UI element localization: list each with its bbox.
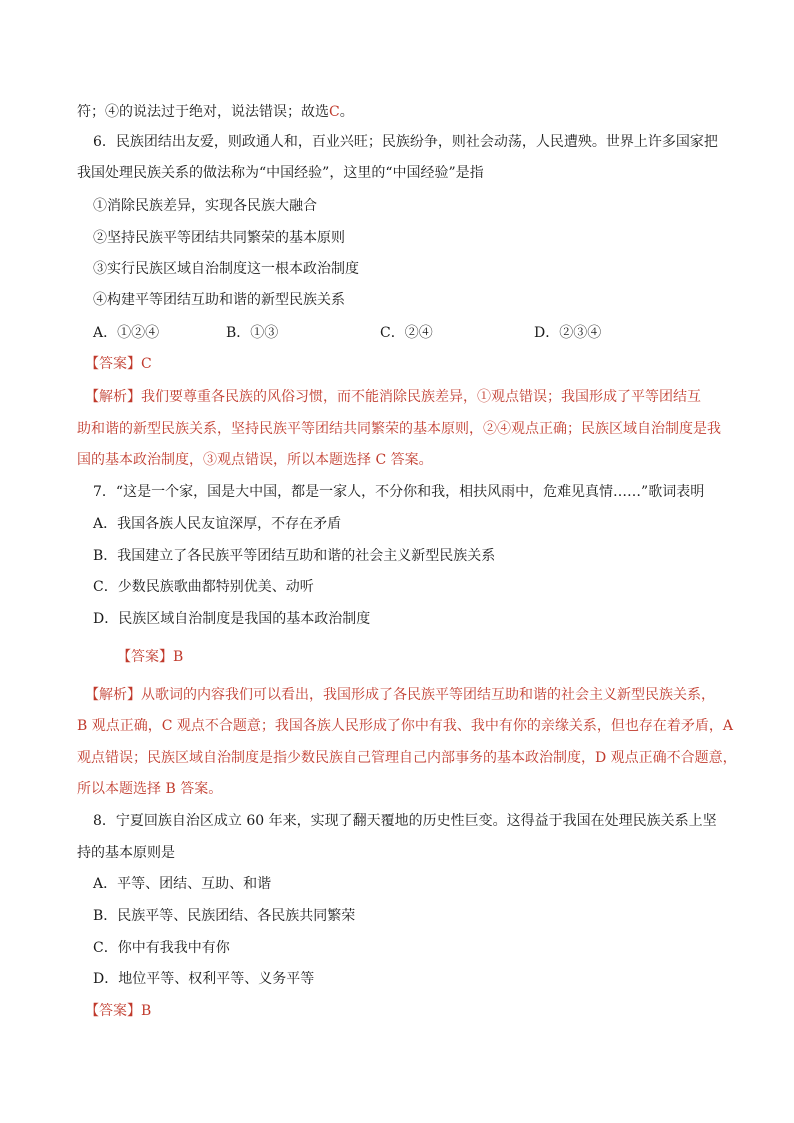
q6-item-4: ④构建平等团结互助和谐的新型民族关系	[93, 292, 345, 308]
q6-answer-value: C	[141, 356, 152, 372]
q8-answer-label: 【答案】	[85, 1003, 141, 1019]
q7-stem: 7．“这是一个家，国是大中国，都是一家人，不分你和我，相扶风雨中，危难见真情……”歌词表明	[93, 484, 705, 500]
q6-item-1: ①消除民族差异，实现各民族大融合	[93, 198, 317, 214]
q7-analysis-text-1: 从歌词的内容我们可以看出，我国形成了各民族平等团结互助和谐的社会主义新型民族关系，	[141, 687, 715, 703]
q6-answer-label: 【答案】	[85, 356, 141, 372]
q7-analysis-line-4: 所以本题选择 B 答案。	[77, 781, 223, 797]
tail-end: 。	[339, 104, 354, 120]
q8-option-d: D．地位平等、权利平等、义务平等	[93, 971, 315, 987]
q6-analysis-line-2: 助和谐的新型民族关系，坚持民族平等团结共同繁荣的基本原则，②④观点正确；民族区域自治制度是我	[77, 421, 721, 437]
q7-option-d: D．民族区域自治制度是我国的基本政治制度	[93, 611, 371, 627]
q8-stem-line-2: 持的基本原则是	[77, 845, 175, 861]
q7-answer-label: 【答案】	[117, 649, 173, 665]
q6-option-a: A．①②④	[93, 325, 160, 341]
previous-question-tail	[77, 102, 354, 122]
q8-option-c: C．你中有我我中有你	[93, 940, 230, 956]
tail-answer-letter: C	[329, 104, 340, 120]
q7-option-c: C．少数民族歌曲都特别优美、动听	[93, 579, 314, 595]
q6-option-b: B．①③	[226, 325, 279, 341]
q8-answer-value: B	[141, 1003, 152, 1019]
q7-option-b: B．我国建立了各民族平等团结互助和谐的社会主义新型民族关系	[93, 548, 496, 564]
q7-analysis-line-3: 观点错误；民族区域自治制度是指少数民族自己管理自己内部事务的基本政治制度，D 观点正确不合题意，	[77, 750, 737, 766]
q7-option-a: A．我国各族人民友谊深厚，不存在矛盾	[93, 516, 342, 532]
q6-stem-line-1: 6．民族团结出友爱，则政通人和，百业兴旺；民族纷争，则社会动荡，人民遭殃。世界上许多国家把	[93, 134, 718, 150]
q6-analysis-line-3: 国的基本政治制度，③观点错误，所以本题选择 C 答案。	[77, 452, 433, 468]
q6-options	[93, 323, 713, 343]
q8-stem-line-1: 8．宁夏回族自治区成立 60 年来，实现了翻天覆地的历史性巨变。这得益于我国在处理民族关系上坚	[93, 813, 717, 829]
q6-analysis-line-1	[85, 387, 701, 407]
q7-analysis-label: 【解析】	[85, 687, 141, 703]
tail-text: 符；④的说法过于绝对，说法错误；故选	[77, 104, 329, 120]
q6-option-d: D．②③④	[534, 325, 602, 341]
q6-answer	[85, 354, 152, 374]
q7-answer	[117, 647, 183, 667]
q8-option-a: A．平等、团结、互助、和谐	[93, 876, 272, 892]
q6-item-3: ③实行民族区域自治制度这一根本政治制度	[93, 261, 359, 277]
q6-stem-line-2: 我国处理民族关系的做法称为“中国经验”，这里的“中国经验”是指	[77, 165, 484, 181]
q6-analysis-text-1: 我们要尊重各民族的风俗习惯，而不能消除民族差异，①观点错误；我国形成了平等团结互	[141, 389, 701, 405]
q6-item-2: ②坚持民族平等团结共同繁荣的基本原则	[93, 230, 345, 246]
q7-analysis-line-1	[85, 685, 715, 705]
q8-option-b: B．民族平等、民族团结、各民族共同繁荣	[93, 908, 356, 924]
q6-option-c: C．②④	[380, 325, 433, 341]
q7-analysis-line-2: B 观点正确，C 观点不合题意；我国各族人民形成了你中有我、我中有你的亲缘关系，但也存在着矛盾，A	[77, 718, 734, 734]
q8-answer	[85, 1001, 151, 1021]
q6-analysis-label: 【解析】	[85, 389, 141, 405]
q7-answer-value: B	[173, 649, 184, 665]
